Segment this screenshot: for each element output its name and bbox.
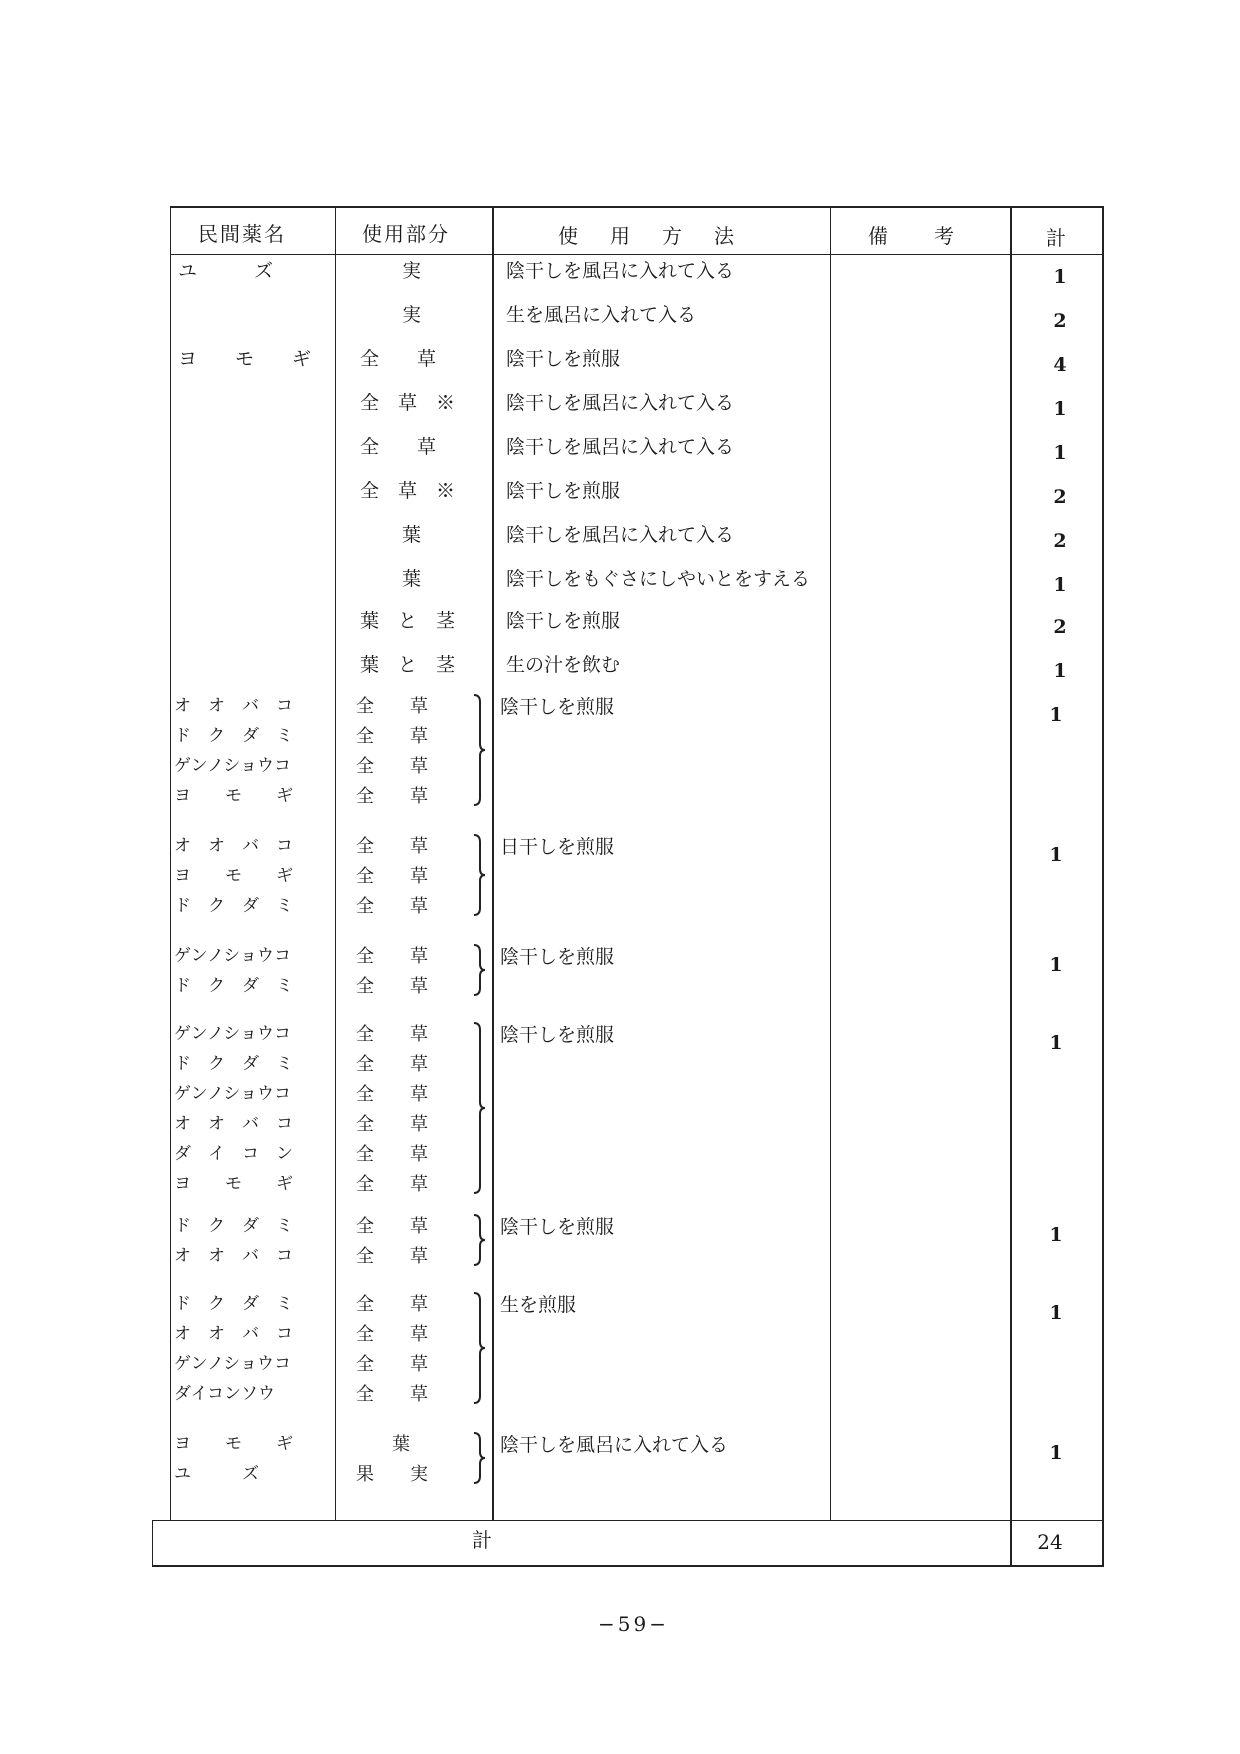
table-bottom-rule (152, 1565, 1104, 1567)
used-part: 全 草 (356, 1354, 428, 1375)
total-value: 24 (1037, 1530, 1063, 1554)
header-count: 計 (1046, 226, 1068, 250)
drug-name: ド ク ダ ミ (174, 1294, 293, 1314)
row-count: 1 (1049, 844, 1063, 866)
drug-name: ゲンノショウコ (174, 1354, 291, 1374)
usage-method: 陰干しを風呂に入れて入る (506, 260, 735, 282)
row-count: 1 (1049, 954, 1063, 976)
drug-name: ド ク ダ ミ (174, 976, 293, 996)
usage-method: 生の汁を飲む (506, 654, 621, 676)
used-part: 全 草 (356, 1174, 428, 1195)
used-part: 全 草 (356, 1324, 428, 1345)
usage-method: 陰干しをもぐさにしやいとをすえる (506, 568, 811, 590)
usage-method: 陰干しを煎服 (506, 480, 621, 502)
drug-name: ヨ モ ギ (178, 348, 312, 370)
table-left-rule (170, 206, 171, 1520)
group-brace-icon (472, 944, 486, 996)
row-count: 1 (1049, 704, 1063, 726)
drug-name: ド ク ダ ミ (174, 896, 293, 916)
drug-name: ゲンノショウコ (174, 1024, 291, 1044)
row-count: 2 (1053, 310, 1067, 332)
col-rule-part (492, 206, 494, 1520)
page-number: −59− (598, 1612, 669, 1636)
used-part: 実 (402, 304, 422, 326)
body-bottom-rule (152, 1520, 1104, 1521)
drug-name: オ オ バ コ (174, 1114, 293, 1134)
header-part: 使用部分 (362, 222, 450, 246)
header-method: 使 用 方 法 (558, 224, 740, 248)
usage-method: 陰干しを煎服 (500, 696, 615, 718)
used-part: 全 草 (356, 1024, 428, 1045)
used-part: 全 草 (360, 436, 437, 458)
used-part: 全 草 (356, 696, 428, 717)
used-part: 全 草 (356, 866, 428, 887)
used-part: 全 草 (356, 836, 428, 857)
used-part: 葉 と 茎 (360, 610, 456, 632)
total-label: 計 (472, 1528, 492, 1552)
used-part: 全 草 (356, 1054, 428, 1075)
usage-method: 日干しを煎服 (500, 836, 615, 858)
group-brace-icon (472, 834, 486, 916)
row-count: 2 (1053, 530, 1067, 552)
group-brace-icon (472, 1432, 486, 1484)
usage-method: 陰干しを煎服 (506, 610, 621, 632)
row-count: 1 (1049, 1442, 1063, 1464)
used-part: 全 草 (356, 946, 428, 967)
drug-name: ゲンノショウコ (174, 756, 291, 776)
used-part: 全 草 (356, 1114, 428, 1135)
used-part: 全 草 (356, 756, 428, 777)
used-part: 全 草 (356, 1294, 428, 1315)
used-part: 葉 (392, 1434, 410, 1455)
drug-name: ヨ モ ギ (174, 1434, 293, 1454)
usage-method: 陰干しを風呂に入れて入る (506, 392, 735, 414)
drug-name: ヨ モ ギ (174, 1174, 293, 1194)
header-bottom-rule (170, 254, 1104, 255)
drug-name: ユ ズ (178, 260, 274, 282)
col-rule-method (830, 206, 831, 1520)
used-part: 全 草 (356, 976, 428, 997)
drug-name: ダ イ コ ン (174, 1144, 293, 1164)
row-count: 2 (1053, 486, 1067, 508)
row-count: 2 (1053, 616, 1067, 638)
table-right-rule (1102, 206, 1104, 1566)
used-part: 全 草 (356, 896, 428, 917)
drug-name: ド ク ダ ミ (174, 1054, 293, 1074)
used-part: 葉 (402, 568, 422, 590)
group-brace-icon (472, 1292, 486, 1404)
used-part: 葉 と 茎 (360, 654, 456, 676)
used-part: 全 草 (356, 1246, 428, 1267)
used-part: 全 草 (356, 726, 428, 747)
group-brace-icon (472, 694, 486, 806)
table-top-rule (170, 206, 1104, 208)
row-count: 1 (1053, 442, 1067, 464)
used-part: 全 草 (356, 1084, 428, 1105)
used-part: 全 草 (356, 786, 428, 807)
used-part: 全 草 ※ (360, 480, 456, 502)
row-count: 1 (1049, 1302, 1063, 1324)
group-brace-icon (472, 1214, 486, 1266)
table-left-rule-lower (152, 1520, 153, 1566)
drug-name: ヨ モ ギ (174, 866, 293, 886)
usage-method: 生を風呂に入れて入る (506, 304, 697, 326)
group-brace-icon (472, 1022, 486, 1194)
usage-method: 陰干しを風呂に入れて入る (506, 524, 735, 546)
row-count: 1 (1049, 1032, 1063, 1054)
row-count: 1 (1053, 266, 1067, 288)
used-part: 実 (402, 260, 422, 282)
drug-name: オ オ バ コ (174, 836, 293, 856)
drug-name: ド ク ダ ミ (174, 726, 293, 746)
used-part: 葉 (402, 524, 422, 546)
used-part: 全 草 (360, 348, 437, 370)
header-name: 民間薬名 (198, 222, 286, 246)
header-note: 備 考 (868, 224, 956, 248)
usage-method: 陰干しを煎服 (506, 348, 621, 370)
drug-name: ダイコンソウ (174, 1384, 275, 1404)
used-part: 全 草 (356, 1144, 428, 1165)
usage-method: 陰干しを風呂に入れて入る (500, 1434, 729, 1456)
usage-method: 陰干しを煎服 (500, 1024, 615, 1046)
usage-method: 陰干しを煎服 (500, 1216, 615, 1238)
used-part: 全 草 (356, 1384, 428, 1405)
used-part: 全 草 (356, 1216, 428, 1237)
drug-name: オ オ バ コ (174, 1246, 293, 1266)
drug-name: ユ ズ (174, 1464, 259, 1484)
col-rule-note (1010, 206, 1012, 1566)
usage-method: 陰干しを煎服 (500, 946, 615, 968)
row-count: 4 (1053, 354, 1067, 376)
row-count: 1 (1049, 1224, 1063, 1246)
used-part: 全 草 ※ (360, 392, 456, 414)
drug-name: ゲンノショウコ (174, 1084, 291, 1104)
row-count: 1 (1053, 574, 1067, 596)
drug-name: オ オ バ コ (174, 696, 293, 716)
drug-name: ド ク ダ ミ (174, 1216, 293, 1236)
usage-method: 陰干しを風呂に入れて入る (506, 436, 735, 458)
drug-name: オ オ バ コ (174, 1324, 293, 1344)
usage-method: 生を煎服 (500, 1294, 577, 1316)
drug-name: ゲンノショウコ (174, 946, 291, 966)
row-count: 1 (1053, 398, 1067, 420)
used-part: 果 実 (356, 1464, 428, 1485)
drug-name: ヨ モ ギ (174, 786, 293, 806)
row-count: 1 (1053, 660, 1067, 682)
col-rule-name (335, 206, 336, 1520)
